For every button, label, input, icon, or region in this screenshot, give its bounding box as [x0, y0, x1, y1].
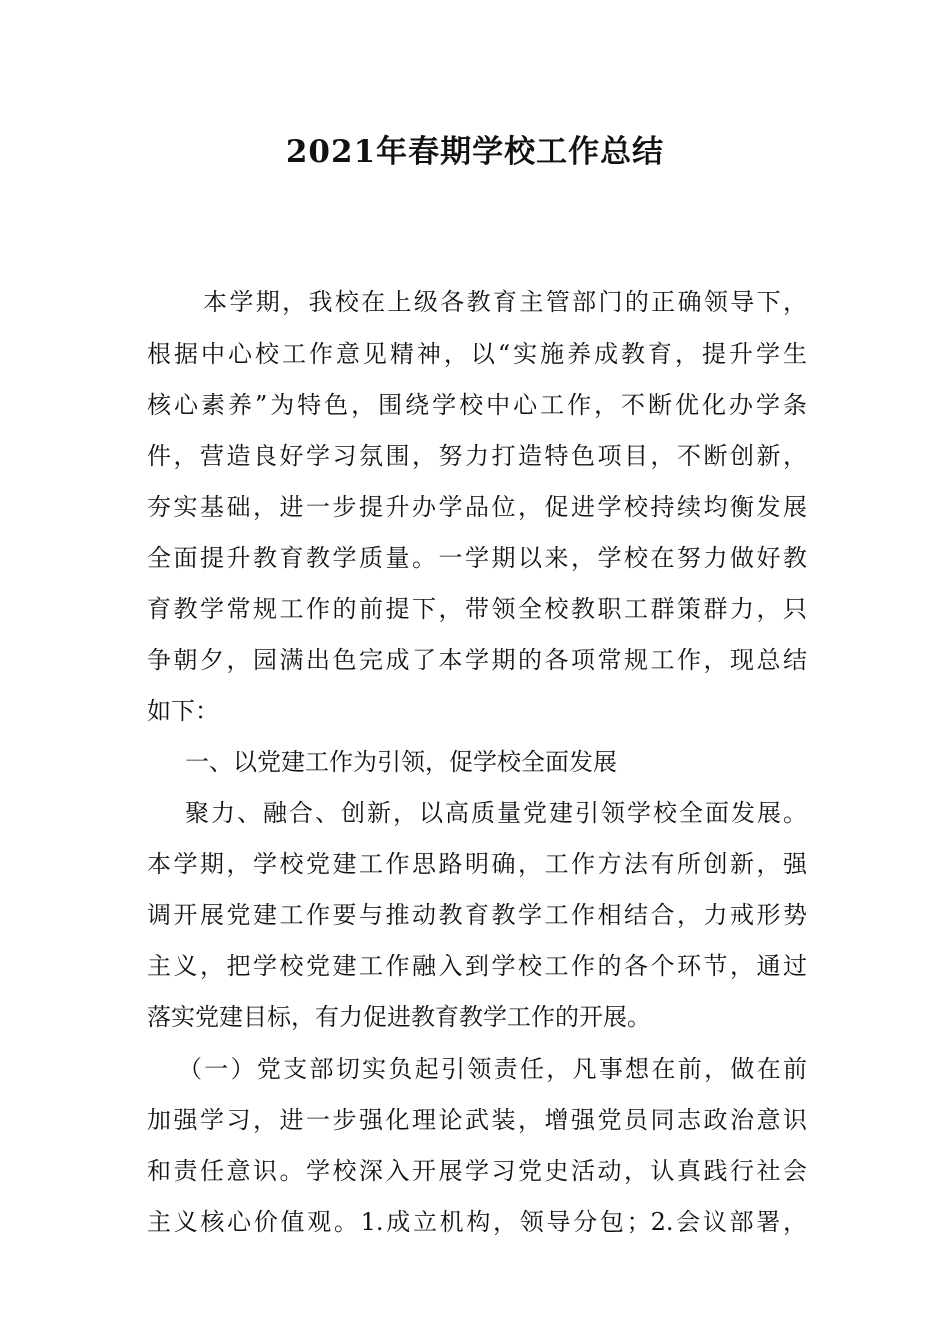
section-heading: 一、以党建工作为引领，促学校全面发展: [185, 748, 617, 776]
paragraph-1-line: 夯实基础，进一步提升办学品位，促进学校持续均衡发展: [147, 493, 807, 521]
paragraph-1-line: 如下：: [147, 697, 219, 725]
document-title: 2021年春期学校工作总结: [285, 134, 665, 170]
paragraph-3-line: 加强学习，进一步强化理论武装，增强党员同志政治意识: [147, 1106, 807, 1134]
paragraph-1-line: 本学期，我校在上级各教育主管部门的正确领导下，: [203, 288, 807, 316]
paragraph-1-line: 件，营造良好学习氛围，努力打造特色项目，不断创新，: [147, 442, 807, 470]
paragraph-1-line: 全面提升教育教学质量。一学期以来，学校在努力做好教: [147, 544, 807, 572]
paragraph-2-line: 落实党建目标，有力促进教育教学工作的开展。: [147, 1003, 651, 1031]
paragraph-1-line: 育教学常规工作的前提下，带领全校教职工群策群力，只: [147, 595, 807, 623]
paragraph-3-line: 主义核心价值观。1.成立机构，领导分包；2.会议部署，: [147, 1208, 807, 1236]
paragraph-2-line: 本学期，学校党建工作思路明确，工作方法有所创新，强: [147, 850, 807, 878]
paragraph-2-line: 主义，把学校党建工作融入到学校工作的各个环节，通过: [147, 952, 807, 980]
paragraph-1-line: 根据中心校工作意见精神，以“实施养成教育，提升学生: [147, 340, 807, 368]
paragraph-2-line: 调开展党建工作要与推动教育教学工作相结合，力戒形势: [147, 901, 807, 929]
paragraph-1-line: 核心素养”为特色，围绕学校中心工作，不断优化办学条: [147, 391, 807, 419]
paragraph-1-line: 争朝夕，园满出色完成了本学期的各项常规工作，现总结: [147, 646, 807, 674]
paragraph-3-line: （一）党支部切实负起引领责任，凡事想在前，做在前: [178, 1055, 807, 1083]
paragraph-3-line: 和责任意识。学校深入开展学习党史活动，认真践行社会: [147, 1157, 807, 1185]
paragraph-2-line: 聚力、融合、创新，以高质量党建引领学校全面发展。: [185, 799, 807, 827]
